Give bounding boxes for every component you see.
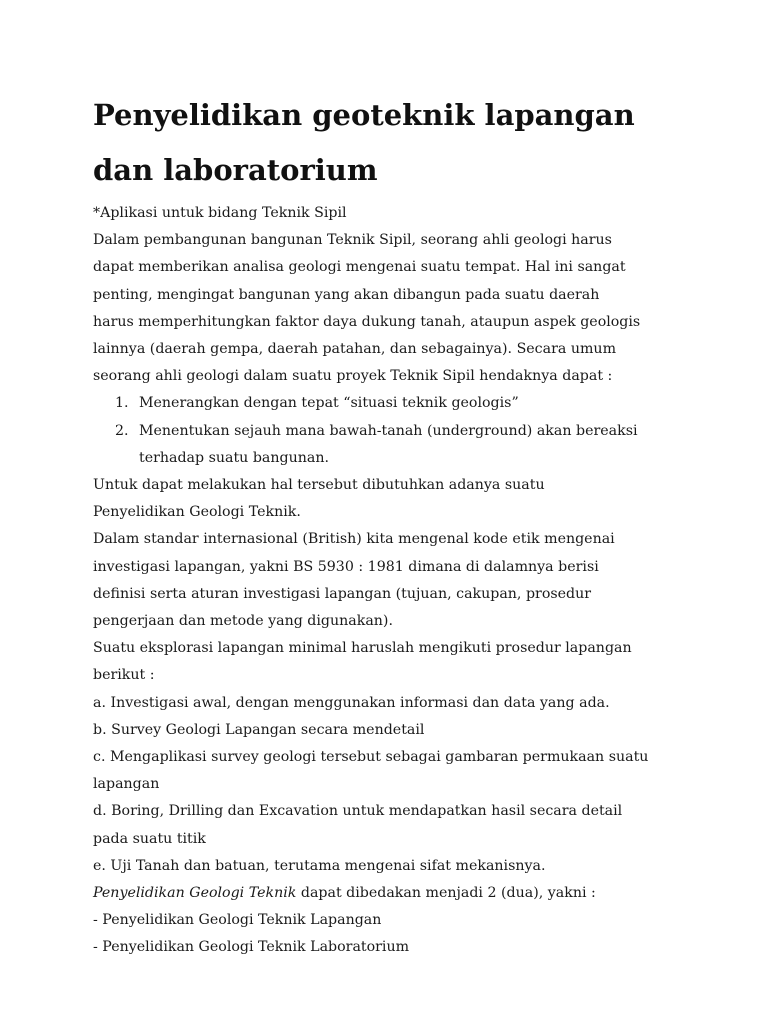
numbered-list xyxy=(93,390,733,472)
lettered-item: b. Survey Geologi Lapangan secara mendetail xyxy=(93,721,425,738)
paragraph-line: Dalam standar internasional (British) kita mengenal kode etik mengenai xyxy=(93,531,615,548)
paragraph-3 xyxy=(93,526,733,635)
intro-line: lainnya (daerah gempa, daerah patahan, dan sebagainya). Secara umum xyxy=(93,341,617,358)
intro-line: seorang ahli geologi dalam suatu proyek Teknik Sipil hendaknya dapat : xyxy=(93,368,613,385)
title-line-2: dan laboratorium xyxy=(93,153,378,187)
paragraph-line: berikut : xyxy=(93,667,155,684)
page-title xyxy=(93,88,733,198)
paragraph-5-rest: dapat dibedakan menjadi 2 (dua), yakni : xyxy=(296,885,596,902)
document-body xyxy=(93,200,733,962)
intro-line: dapat memberikan analisa geologi mengenai suatu tempat. Hal ini sangat xyxy=(93,259,626,276)
paragraph-line: Penyelidikan Geologi Teknik. xyxy=(93,504,301,521)
italic-term: Penyelidikan Geologi Teknik xyxy=(93,885,297,902)
list-item xyxy=(93,418,733,472)
intro-line: Dalam pembangunan bangunan Teknik Sipil, seorang ahli geologi harus xyxy=(93,232,612,249)
title-line-1: Penyelidikan geoteknik lapangan xyxy=(93,98,635,132)
intro-line: penting, mengingat bangunan yang akan dibangun pada suatu daerah xyxy=(93,286,600,303)
subtitle: *Aplikasi untuk bidang Teknik Sipil xyxy=(93,205,347,221)
paragraph-5 xyxy=(93,880,733,907)
list-number: 2. xyxy=(115,422,129,439)
list-item-text: Menerangkan dengan tepat “situasi teknik geologis” xyxy=(139,395,519,412)
list-item-text: terhadap suatu bangunan. xyxy=(139,449,329,466)
dash-list xyxy=(93,907,733,961)
lettered-item: a. Investigasi awal, dengan menggunakan informasi dan data yang ada. xyxy=(93,694,610,711)
intro-paragraph xyxy=(93,227,733,390)
paragraph-line: investigasi lapangan, yakni BS 5930 : 1981 dimana di dalamnya berisi xyxy=(93,558,599,575)
paragraph-line: definisi serta aturan investigasi lapangan (tujuan, cakupan, prosedur xyxy=(93,585,592,602)
dash-item: - Penyelidikan Geologi Teknik Lapangan xyxy=(93,912,382,929)
paragraph-line: Suatu eksplorasi lapangan minimal haruslah mengikuti prosedur lapangan xyxy=(93,640,632,657)
lettered-item: e. Uji Tanah dan batuan, terutama mengenai sifat mekanisnya. xyxy=(93,857,546,874)
lettered-item: c. Mengaplikasi survey geologi tersebut sebagai gambaran permukaan suatu xyxy=(93,749,649,766)
paragraph-line: pengerjaan dan metode yang digunakan). xyxy=(93,613,393,630)
paragraph-line: Untuk dapat melakukan hal tersebut dibutuhkan adanya suatu xyxy=(93,477,545,494)
intro-line: harus memperhitungkan faktor daya dukung tanah, ataupun aspek geologis xyxy=(93,313,641,330)
paragraph-2 xyxy=(93,472,733,526)
list-number: 1. xyxy=(115,395,129,412)
lettered-item: lapangan xyxy=(93,776,160,793)
list-item xyxy=(93,390,733,417)
lettered-list xyxy=(93,690,733,880)
dash-item: - Penyelidikan Geologi Teknik Laboratorium xyxy=(93,939,410,956)
paragraph-4 xyxy=(93,635,733,689)
document-page xyxy=(93,88,733,962)
lettered-item: pada suatu titik xyxy=(93,830,206,847)
list-item-text: Menentukan sejauh mana bawah-tanah (underground) akan bereaksi xyxy=(139,422,638,439)
lettered-item: d. Boring, Drilling dan Excavation untuk mendapatkan hasil secara detail xyxy=(93,803,623,820)
